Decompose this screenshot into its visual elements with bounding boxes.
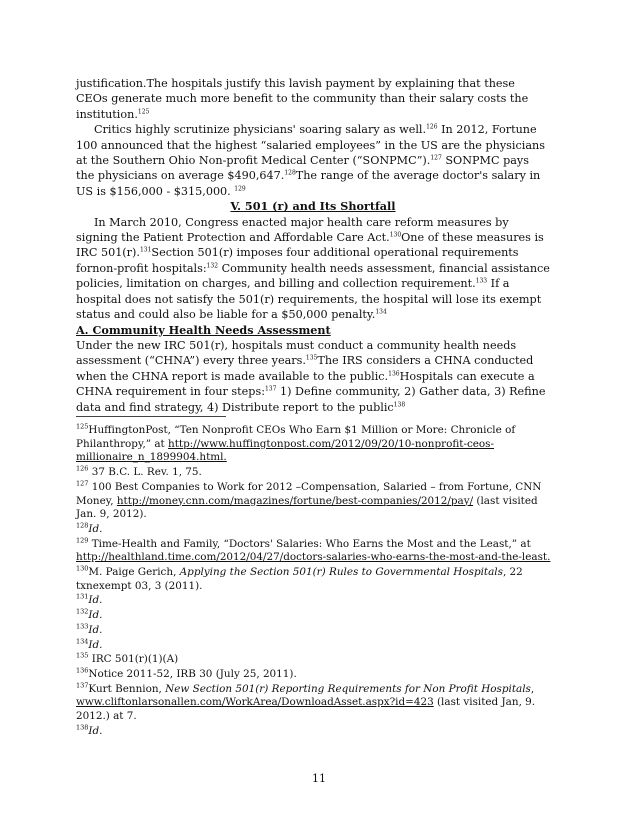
footnote-128 [76, 523, 556, 537]
footnote-130 [76, 566, 556, 593]
p4-text: The IRS considers a CHNA conducted when the CHNA report is made available to the public. [76, 354, 534, 383]
footnote-131 [76, 594, 556, 608]
p3-text: In March 2010, Congress enacted major health care reform measures by signing the Patient Protection and Affordable Care Act. [76, 215, 509, 245]
footnote-text: Id. [88, 724, 103, 737]
footnote-title: New Section 501(r) Reporting Requirements for Non Profit Hospitals [165, 682, 531, 695]
footnote-ref[interactable]: 133 [475, 277, 488, 285]
footnote-text: Time-Health and Family, “Doctors' Salaries: Who Earns the Most and the Least,” at [88, 537, 531, 550]
footnote-132 [76, 609, 556, 623]
footnote-number: 132 [76, 607, 89, 616]
footnote-number: 131 [76, 592, 89, 601]
footnote-number: 129 [76, 536, 89, 545]
footnote-text: 37 B.C. L. Rev. 1, 75. [88, 466, 202, 479]
footnote-text: 100 Best Companies to Work for 2012 –Compensation, Salaried – from Fortune, CNN Money, [76, 480, 542, 507]
footnote-ref[interactable]: 128 [284, 169, 296, 177]
footnote-ref[interactable]: 129 [234, 185, 246, 193]
paragraph-3 [76, 215, 550, 323]
page-number: 11 [312, 772, 326, 785]
footnote-number: 137 [76, 681, 89, 690]
footnote-ref[interactable]: 126 [426, 123, 438, 131]
footnote-text: Id. [88, 594, 103, 607]
footnote-ref[interactable]: 134 [375, 308, 387, 316]
main-body [76, 76, 550, 415]
footnote-number: 136 [76, 666, 89, 675]
footnote-number: 128 [76, 521, 89, 530]
footnote-link[interactable]: http://healthland.time.com/2012/04/27/doctors-salaries-who-earns-the-most-and-the-least. [76, 551, 551, 564]
footnote-136 [76, 668, 556, 682]
footnote-134 [76, 639, 556, 653]
p2-text: In 2012, Fortune 100 announced that the highest “salaried employees” in the US are the physicians at the Southern Ohio Non-profit Medical Center (“SONPMC”). [76, 123, 545, 168]
p3-text: If a hospital does not satisfy the 501(r) requirements, the hospital will lose its exempt status and could also be liable for a $50,000 penalty. [76, 277, 542, 322]
footnote-link[interactable]: http://money.cnn.com/magazines/fortune/best-companies/2012/pay/ [116, 494, 474, 507]
footnote-125 [76, 424, 556, 465]
footnote-138 [76, 725, 556, 739]
footnote-ref[interactable]: 130 [389, 231, 402, 239]
footnote-ref[interactable]: 125 [137, 108, 150, 116]
footnote-text: , 22 txnexempt 03, 3 (2011). [76, 566, 523, 592]
footnote-text: Id. [88, 609, 103, 622]
footnote-number: 138 [76, 723, 89, 732]
footnote-number: 130 [76, 564, 89, 573]
footnote-link[interactable]: www.cliftonlarsonallen.com/WorkArea/DownloadAsset.aspx?id=423 [76, 696, 434, 709]
p1-text: justification.The hospitals justify this lavish payment by explaining that these CEOs generate much more benefit to the community than their salary costs the institution. [76, 77, 529, 121]
p3-text: Section 501(r) imposes four additional operational requirements fornon-profit hospitals: [76, 246, 519, 275]
p3-text: One of these measures is IRC 501(r). [76, 231, 544, 260]
footnote-text: IRC 501(r)(1)(A) [88, 653, 179, 666]
footnote-ref[interactable]: 135 [305, 354, 318, 362]
footnote-text: Notice 2011-52, IRB 30 (July 25, 2011). [88, 667, 297, 680]
p2-text: SONPMC pays the physicians on average $490,647. [76, 154, 529, 183]
footnote-133 [76, 624, 556, 638]
footnote-137 [76, 683, 556, 724]
footnote-title: Applying the Section 501(r) Rules to Governmental Hospitals [179, 566, 503, 579]
footnote-divider [76, 416, 226, 417]
p2-text: Critics highly scrutinize physicians' soaring salary as well. [94, 123, 427, 137]
body-text [76, 76, 550, 415]
footnote-text: M. Paige Gerich, [88, 566, 180, 579]
footnote-ref[interactable]: 136 [388, 369, 400, 377]
footnote-text: , [530, 682, 535, 695]
footnote-ref[interactable]: 131 [139, 246, 152, 254]
footnote-129 [76, 538, 556, 565]
paragraph-4 [76, 338, 550, 415]
footnote-text: (last visited Jan, 9. 2012.) at 7. [76, 696, 536, 723]
footnote-number: 126 [76, 464, 89, 473]
footnote-ref[interactable]: 132 [206, 262, 219, 270]
paragraph-2 [76, 122, 550, 199]
footnote-number: 127 [76, 479, 89, 488]
p2-text: The range of the average doctor's salary in US is $156,000 - $315,000. [76, 169, 541, 198]
footnote-text: HuffingtonPost, “Ten Nonprofit CEOs Who Earn $1 Million or More: Chronicle of Philanthropy,” at [76, 424, 516, 450]
subsection-heading: A. Community Health Needs Assessment [76, 322, 331, 337]
footnote-number: 133 [76, 622, 89, 631]
footnote-text: Id. [88, 522, 103, 535]
footnote-135 [76, 653, 556, 667]
footnote-ref[interactable]: 138 [393, 400, 406, 408]
footnote-126 [76, 466, 556, 480]
footnotes [76, 424, 556, 739]
footnote-text: Id. [88, 623, 103, 636]
p4-text: Hospitals can execute a CHNA requirement in four steps: [76, 369, 535, 399]
footnote-127 [76, 481, 556, 522]
p4-text: 1) Define community, 2) Gather data, 3) Refine data and find strategy, 4) Distribute report to the public [76, 385, 546, 414]
footnote-text: Id. [88, 638, 103, 651]
footnote-number: 135 [76, 651, 89, 660]
footnote-text: (last visited Jan. 9, 2012). [76, 494, 538, 521]
footnote-link[interactable]: http://www.huffingtonpost.com/2012/09/20/10-nonprofit-ceos-millionaire_n_1899904.html. [76, 437, 495, 464]
footnote-ref[interactable]: 137 [264, 385, 277, 393]
section-heading: V. 501 (r) and Its Shortfall [230, 199, 396, 214]
paragraph-1 [76, 76, 550, 122]
footnote-number: 125 [76, 422, 89, 431]
p3-text: Community health needs assessment, financial assistance policies, limitation on charges, and billing and collection requirement. [76, 261, 550, 291]
p4-text: Under the new IRC 501(r), hospitals must conduct a community health needs assessment (“CHNA”) every three years. [76, 338, 517, 368]
footnote-number: 134 [76, 637, 89, 646]
footnote-ref[interactable]: 127 [430, 154, 442, 162]
footnote-text: Kurt Bennion, [88, 682, 166, 695]
